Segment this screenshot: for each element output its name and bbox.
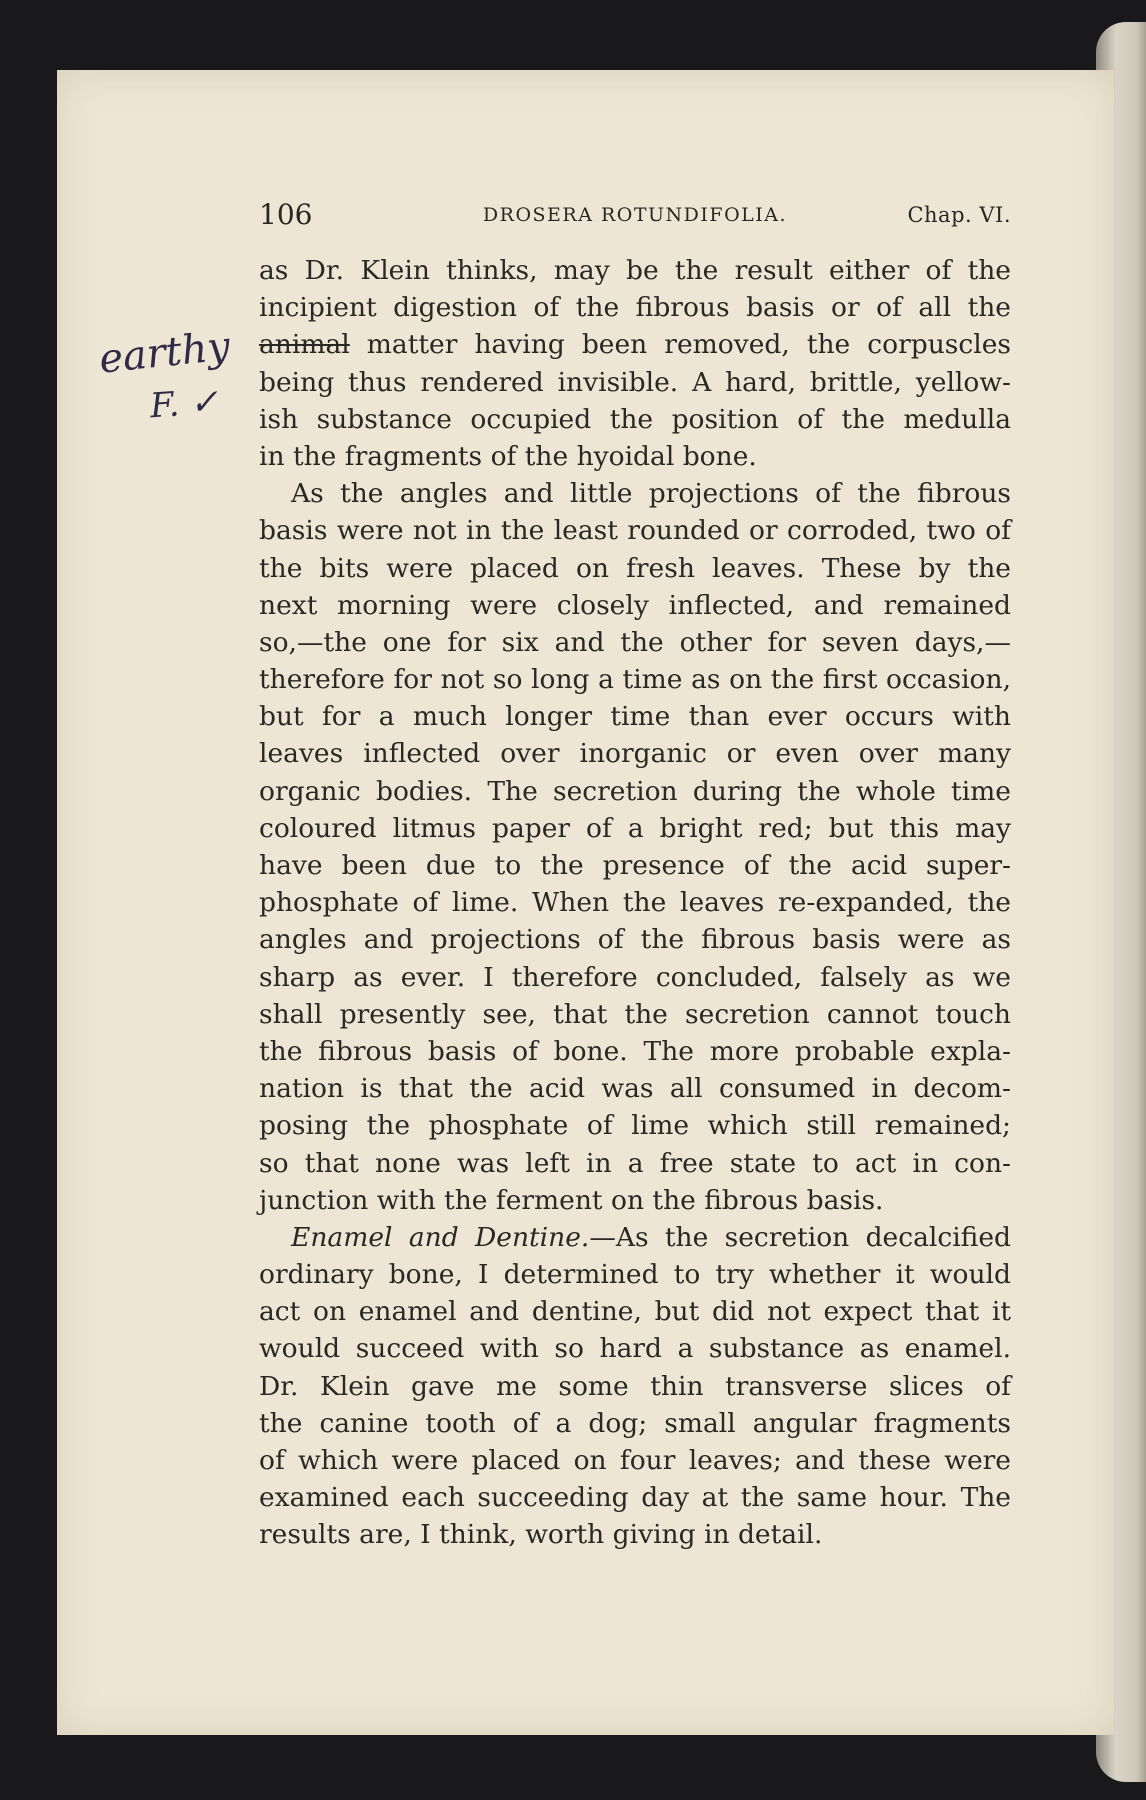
text-line-rest: matter having been removed, the corpuscles [349,329,1011,361]
text-line-rest: —As the secretion decalcified [589,1221,1011,1253]
text-line: next morning were closely inflected, and remained [259,589,1011,621]
text-block [259,198,1011,1554]
text-line: would succeed with so hard a substance as enamel. [259,1333,1011,1365]
text-line: junction with the ferment on the fibrous basis. [259,1184,884,1216]
text-line: As the angles and little projections of the fibrous [291,478,1011,510]
text-line: but for a much longer time than ever occurs with [259,701,1011,733]
text-line: phosphate of lime. When the leaves re-expanded, the [259,887,1011,919]
text-line: incipient digestion of the fibrous basis or of all the [259,292,1011,324]
text-line: organic bodies. The secretion during the whole time [259,775,1011,807]
text-line: as Dr. Klein thinks, may be the result either of the [259,255,1011,286]
text-line: examined each succeeding day at the same hour. The [259,1482,1011,1514]
text-line: the fibrous basis of bone. The more probable expla- [259,1035,1011,1067]
text-line: posing the phosphate of lime which still remained; [259,1110,1011,1142]
text-line: ordinary bone, I determined to try whether it would [259,1259,1011,1291]
text-line: leaves inflected over inorganic or even over many [259,738,1011,770]
handwritten-margin-mark: F. ✓ [148,381,220,427]
body-text [259,252,1011,1554]
text-line: the bits were placed on fresh leaves. These by the [259,552,1011,584]
struck-word: animal [259,329,350,361]
text-line: in the fragments of the hyoidal bone. [259,440,757,472]
text-line: so,—the one for six and the other for seven days,— [259,626,1011,658]
page-sheet [57,70,1114,1735]
text-line: angles and projections of the fibrous basis were as [259,924,1011,956]
text-line: so that none was left in a free state to act in con- [259,1147,1011,1179]
text-line: ish substance occupied the position of the medulla [259,403,1011,435]
text-line: act on enamel and dentine, but did not expect that it [259,1296,1011,1328]
running-header [259,198,1011,238]
running-title: DROSERA ROTUNDIFOLIA. [482,204,788,226]
page-number: 106 [259,198,313,231]
handwritten-margin-note: earthy [96,323,233,383]
text-line: of which were placed on four leaves; and these were [259,1445,1011,1476]
text-line: therefore for not so long a time as on the first occasion, [259,664,1011,696]
text-line: the canine tooth of a dog; small angular fragments [259,1407,1011,1439]
text-line: Dr. Klein gave me some thin transverse slices of [259,1370,1011,1402]
text-line: shall presently see, that the secretion cannot touch [259,998,1011,1030]
text-line: sharp as ever. I therefore concluded, falsely as we [259,961,1011,993]
text-line [259,326,1011,363]
text-line: coloured litmus paper of a bright red; but this may [259,812,1011,844]
text-line: have been due to the presence of the acid super- [259,850,1011,881]
text-line [259,1219,1011,1256]
text-line: being thus rendered invisible. A hard, brittle, yellow- [259,366,1011,398]
section-heading: Enamel and Dentine. [291,1221,590,1253]
text-line: results are, I think, worth giving in detail. [259,1519,823,1551]
chapter-label: Chap. VI. [907,203,1011,227]
text-line: basis were not in the least rounded or corroded, two of [259,515,1011,547]
text-line: nation is that the acid was all consumed in decom- [259,1073,1011,1105]
